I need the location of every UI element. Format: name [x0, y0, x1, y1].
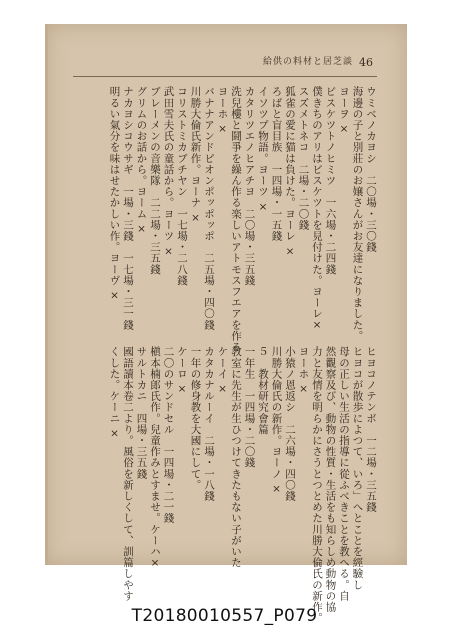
- text-line: 川勝大倫氏の新作。ヨーノ ×: [270, 346, 283, 496]
- text-line: 川勝大倫氏新作。ヨーナ ×: [189, 86, 202, 225]
- text-line: 一年生 一四場・二〇錢: [243, 346, 256, 469]
- text-line: カタリツエノヒアチヨ 二〇場・三五錢: [243, 86, 256, 286]
- text-line: ヨーホ ×: [216, 86, 229, 136]
- text-line: 母の正しい生活の指導に從ふべきことを教へる。自: [338, 346, 350, 602]
- text-line: 小猿ノ恩返シ 二六場・四〇錢: [284, 346, 296, 502]
- text-line: ５ 教材研究會篇: [257, 346, 269, 435]
- text-line: 力と友情を明らかにさうとつとめた川勝大倫氏の新作。: [311, 346, 323, 624]
- archive-id-caption: T20180010557_P079: [131, 606, 318, 626]
- text-line: グリムのお話から。ヨーム ×: [135, 86, 148, 236]
- text-line: 明るい氣分を味はせたかしい作。ヨーヴ ×: [108, 86, 121, 303]
- text-line: 武田雪夫氏の童話から。ヨーツ ×: [162, 86, 175, 258]
- text-line: ろばと盲目族 一四場・一五錢: [270, 86, 283, 242]
- page-edge-shadow: [45, 24, 48, 565]
- text-line: 狐雀の愛に猫は負けた。ヨーレ ×: [284, 86, 296, 258]
- text-block-upper: [107, 86, 377, 353]
- text-line: 海邊の子と別莊のお嬢さんがお友達になりました。: [351, 86, 364, 342]
- running-head: 談芝居と材料の供給: [262, 57, 353, 67]
- text-line: 洗兒樓と鬪爭を繰ん作る楽しいアトモスフエアを作る: [230, 86, 242, 353]
- header-rule: [73, 76, 377, 77]
- text-line: 然觀察及び、動物の性質・生活をも知らしめ動物の協: [324, 346, 337, 613]
- text-line: 國語讀本卷二より。風俗を新しくして、訓篇しやす: [122, 346, 134, 602]
- text-line: ナカヨシコウサギ 一場・三錢 一七場・三一錢: [122, 86, 134, 331]
- text-line: ケーロ ×: [176, 346, 188, 396]
- text-line: ヒヨコが散歩によつて、いろ」へとことを經驗し: [351, 346, 364, 591]
- text-line: ビスケツトノヒミツ 一六場・二四錢: [324, 86, 337, 275]
- text-line: ケーイ ×: [216, 346, 229, 396]
- text-line: ヨーホ ×: [297, 346, 310, 396]
- text-line: カタカナルーイ 二場・一八錢: [203, 346, 215, 502]
- text-line: スズメトネコ 二場・二〇錢: [297, 86, 310, 231]
- text-line: くした。ケーニ ×: [108, 346, 121, 441]
- page-number: 46: [359, 56, 373, 69]
- text-line: ヨーヲ ×: [338, 86, 350, 136]
- text-line: イソツプ物語。ヨーツ ×: [257, 86, 269, 214]
- text-line: 教室に先生が生ひつけてきたもない子がいた: [230, 346, 242, 568]
- text-line: バナナアンドピオンポッポッポ 二五場・四〇錢: [203, 86, 215, 331]
- text-line: 槇本楠郎氏作。兒童作みとすませ。ケーハ×: [149, 346, 161, 570]
- text-line: 一年の修身教を大國にして。: [189, 346, 202, 491]
- text-line: ウミベノカヨシ 二〇場・三〇錢: [365, 86, 377, 253]
- text-line: 僕きちのアリはビスケツトを見付けた。ヨーレ×: [311, 86, 323, 332]
- text-line: ブレーメンの音樂隊 二二場・三五錢: [149, 86, 161, 275]
- text-line: サルトカニ 四場・三五錢: [135, 346, 148, 480]
- text-line: ヒヨコノテンボ 一二場・三五錢: [365, 346, 377, 513]
- text-line: コリストミカブチヤン 一七場・二八錢: [176, 86, 188, 286]
- text-line: 二〇のサンドセル 一四場・二一錢: [162, 346, 175, 524]
